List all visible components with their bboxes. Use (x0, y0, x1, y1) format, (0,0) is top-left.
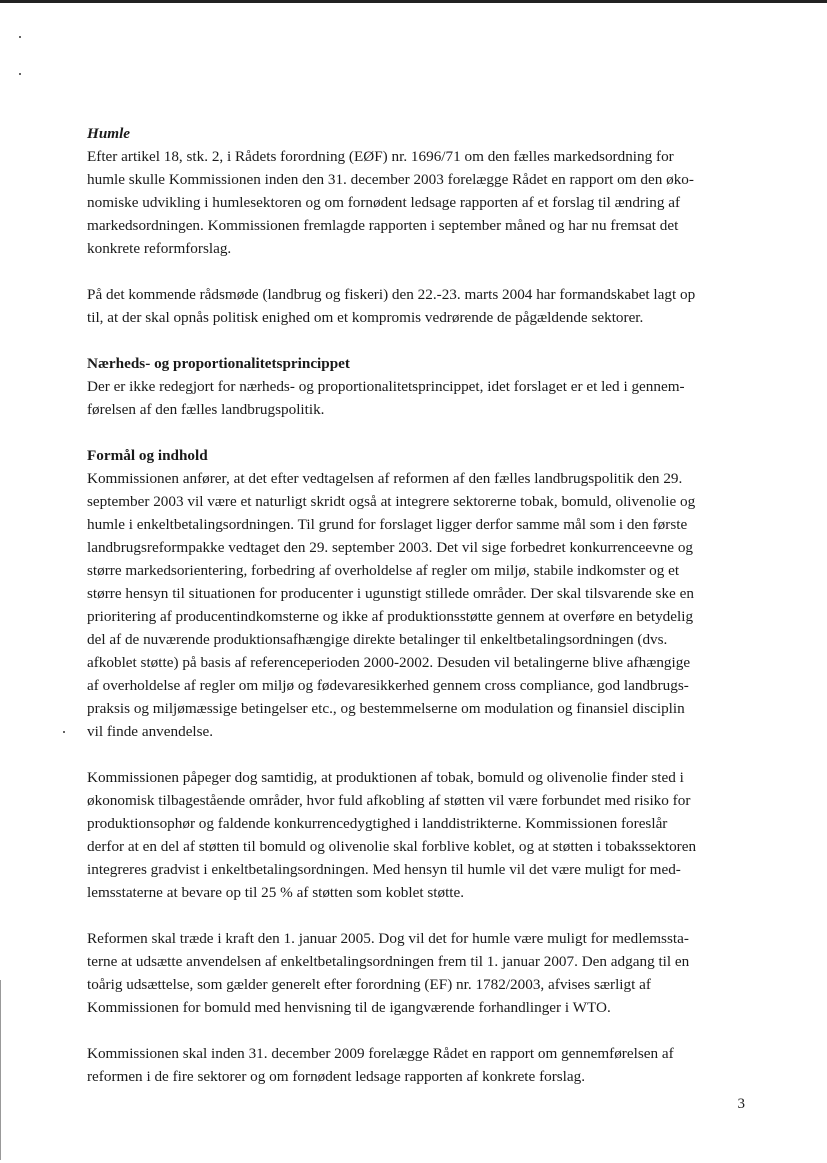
text-line: Efter artikel 18, stk. 2, i Rådets forordning (EØF) nr. 1696/71 om den fælles markedsordning for (87, 148, 674, 165)
text-line: del af de nuværende produktionsafhængige direkte betalinger til enkeltbetalingsordningen (dvs. (87, 631, 668, 648)
text-line: integreres gradvist i enkeltbetalingsordningen. Med hensyn til humle vil det være muligt for med- (87, 861, 681, 878)
text-line: afkoblet støtte) på basis af referenceperioden 2000-2002. Desuden vil betalingerne blive afhængige (87, 654, 691, 671)
paragraph-raadsmoede (87, 283, 755, 329)
paragraph-humle-intro (87, 145, 755, 260)
paragraph-rapport (87, 1042, 755, 1088)
text-line: lemsstaterne at bevare op til 25 % af støtten som koblet støtte. (87, 884, 465, 901)
text-line: Der er ikke redegjort for nærheds- og proportionalitetsprincippet, idet forslaget er et led i gennem- (87, 378, 685, 395)
text-line: konkrete reformforslag. (87, 240, 232, 257)
text-line: markedsordningen. Kommissionen fremlagde rapporten i september måned og har nu fremsat det (87, 217, 679, 234)
section-humle (87, 122, 755, 260)
left-scan-edge (0, 980, 1, 1160)
text-line: Reformen skal træde i kraft den 1. januar 2005. Dog vil det for humle være muligt for medlemssta- (87, 930, 689, 947)
paragraph-naerhed (87, 375, 755, 421)
page-number: 3 (737, 1096, 745, 1112)
text-line: prioritering af producentindkomsterne og ikke af produktionsstøtte gennem at overføre en betydelig (87, 608, 694, 625)
section-naerhed (87, 352, 755, 421)
section-heading-humle: Humle (87, 125, 131, 142)
section-formaal (87, 444, 755, 743)
text-line: førelsen af den fælles landbrugspolitik. (87, 401, 325, 418)
document-body (87, 122, 755, 1111)
scan-speck (63, 731, 65, 733)
text-line: På det kommende rådsmøde (landbrug og fiskeri) den 22.-23. marts 2004 har formandskabet lagt op (87, 286, 696, 303)
text-line: til, at der skal opnås politisk enighed om et kompromis vedrørende de pågældende sektorer. (87, 309, 644, 326)
text-line: Kommissionen påpeger dog samtidig, at produktionen af tobak, bomuld og olivenolie finder sted i (87, 769, 684, 786)
text-line: praksis og miljømæssige betingelser etc., og bestemmelserne om modulation og finansiel disciplin (87, 700, 685, 717)
text-line: Kommissionen anfører, at det efter vedtagelsen af reformen af den fælles landbrugspolitik den 29. (87, 470, 683, 487)
paragraph-formaal (87, 467, 755, 743)
scan-speck (19, 36, 21, 38)
text-line: økonomisk tilbagestående områder, hvor fuld afkobling af støtten vil være forbundet med risiko for (87, 792, 691, 809)
section-paapeger (87, 766, 755, 904)
paragraph-paapeger (87, 766, 755, 904)
text-line: af overholdelse af regler om miljø og fødevaresikkerhed gennem cross compliance, god landbrugs- (87, 677, 689, 694)
text-line: Kommissionen for bomuld med henvisning til de igangværende forhandlinger i WTO. (87, 999, 611, 1016)
text-line: produktionsophør og faldende konkurrencedygtighed i landdistrikterne. Kommissionen foreslår (87, 815, 668, 832)
scan-speck (19, 73, 21, 75)
text-line: derfor at en del af støtten til bomuld og olivenolie skal forblive koblet, og at støtten i tobakssektoren (87, 838, 697, 855)
text-line: humle skulle Kommissionen inden den 31. december 2003 forelægge Rådet en rapport om den øko- (87, 171, 694, 188)
section-heading-formaal: Formål og indhold (87, 447, 208, 464)
section-rapport (87, 1042, 755, 1088)
text-line: september 2003 vil være et naturligt skridt også at integrere sektorerne tobak, bomuld, olivenolie og (87, 493, 696, 510)
text-line: nomiske udvikling i humlesektoren og om fornødent ledsage rapporten af et forslag til ændring af (87, 194, 681, 211)
text-line: humle i enkeltbetalingsordningen. Til grund for forslaget ligger derfor samme mål som i den første (87, 516, 688, 533)
section-ikrafttraeden (87, 927, 755, 1019)
section-raadsmoede (87, 283, 755, 329)
section-heading-naerhed: Nærheds- og proportionalitetsprincippet (87, 355, 350, 372)
text-line: Kommissionen skal inden 31. december 2009 forelægge Rådet en rapport om gennemførelsen af (87, 1045, 674, 1062)
text-line: reformen i de fire sektorer og om fornødent ledsage rapporten af konkrete forslag. (87, 1068, 586, 1085)
top-scan-edge (0, 0, 827, 3)
text-line: vil finde anvendelse. (87, 723, 214, 740)
text-line: landbrugsreformpakke vedtaget den 29. september 2003. Det vil sige forbedret konkurrenceevne og (87, 539, 694, 556)
text-line: terne at udsætte anvendelsen af enkeltbetalingsordningen frem til 1. januar 2007. Den adgang til en (87, 953, 690, 970)
text-line: større hensyn til situationen for producenter i ugunstigt stillede områder. Der skal tilsvarende ske en (87, 585, 694, 602)
text-line: større markedsorientering, forbedring af overholdelse af regler om miljø, stabile indkomster og et (87, 562, 680, 579)
paragraph-ikrafttraeden (87, 927, 755, 1019)
text-line: toårig udsættelse, som gælder generelt efter forordning (EF) nr. 1782/2003, afvises særligt af (87, 976, 651, 993)
